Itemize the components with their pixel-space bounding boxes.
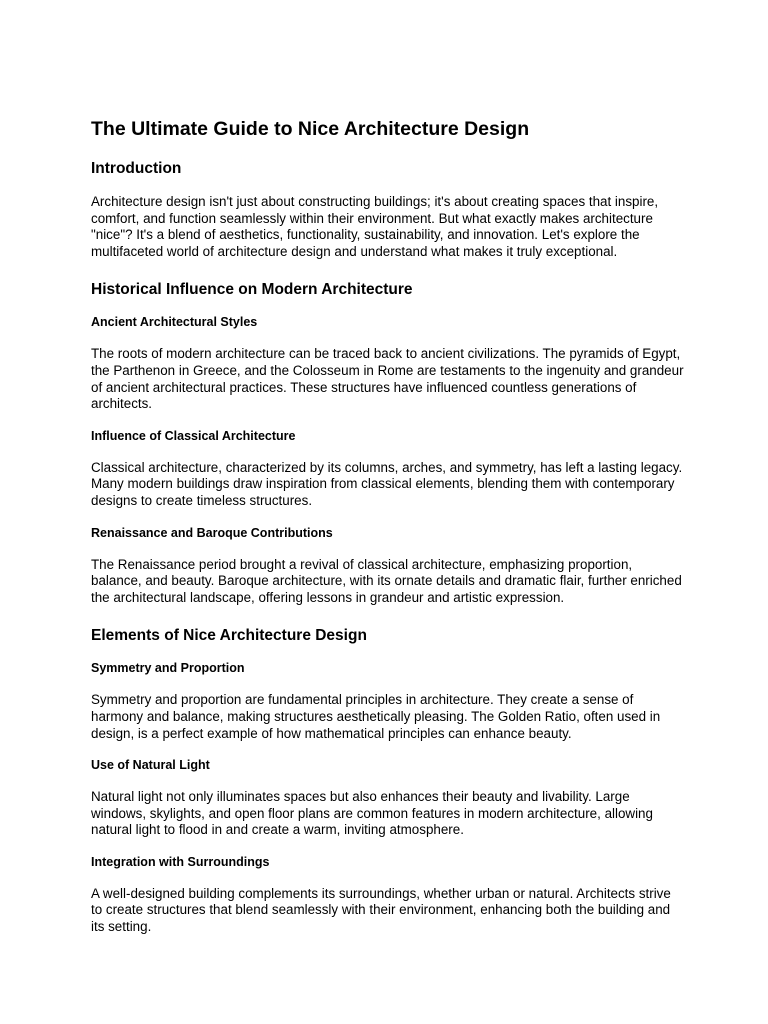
section-introduction: [91, 159, 684, 260]
paragraph: Classical architecture, characterized by its columns, arches, and symmetry, has left a lasting legacy. Many modern buildings draw inspiration from classical elements, blending them with contemporary designs to create timeless structures.: [91, 459, 683, 508]
paragraph: Natural light not only illuminates spaces but also enhances their beauty and livability. Large windows, skylights, and open floor plans are common features in modern architecture, allowing natural light to flood in and create a warm, inviting atmosphere.: [91, 789, 653, 838]
paragraph: Architecture design isn't just about constructing buildings; it's about creating spaces that inspire, comfort, and function seamlessly within their environment. But what exactly makes architecture "nice"? It's a blend of aesthetics, functionality, sustainability, and innovation. Let's explore the multifaceted world of architecture design and understand what makes it truly exceptional.: [91, 194, 659, 259]
paragraph: A well-designed building complements its surroundings, whether urban or natural. Architects strive to create structures that blend seamlessly with their environment, enhancing both the building and its setting.: [91, 885, 671, 935]
paragraph: The Renaissance period brought a revival of classical architecture, emphasizing proportion, balance, and beauty. Baroque architecture, with its ornate details and dramatic flair, further enriched the architectural landscape, offering lessons in grandeur and artistic expression.: [91, 556, 682, 605]
section-historical-influence: [91, 280, 684, 606]
document-title: The Ultimate Guide to Nice Architecture Design: [91, 118, 530, 140]
subsection-heading: Ancient Architectural Styles: [91, 315, 258, 330]
section-heading: Elements of Nice Architecture Design: [91, 627, 367, 645]
subsection-heading: Integration with Surroundings: [91, 854, 270, 869]
subsection-heading: Use of Natural Light: [91, 758, 210, 773]
paragraph: The roots of modern architecture can be traced back to ancient civilizations. The pyramids of Egypt, the Parthenon in Greece, and the Colosseum in Rome are testaments to the ingenuity and grandeur of ancient architectural practices. These structures have influenced countless generations of architects.: [91, 346, 684, 412]
subsection-heading: Symmetry and Proportion: [91, 661, 245, 676]
section-heading: Introduction: [91, 160, 182, 177]
section-elements-of-design: [91, 626, 684, 935]
section-heading: Historical Influence on Modern Architecture: [91, 281, 413, 299]
paragraph: Symmetry and proportion are fundamental principles in architecture. They create a sense of harmony and balance, making structures aesthetically pleasing. The Golden Ratio, often used in design, is a perfect example of how mathematical principles can enhance beauty.: [91, 692, 661, 741]
subsection-heading: Renaissance and Baroque Contributions: [91, 525, 333, 540]
subsection-heading: Influence of Classical Architecture: [91, 428, 296, 443]
